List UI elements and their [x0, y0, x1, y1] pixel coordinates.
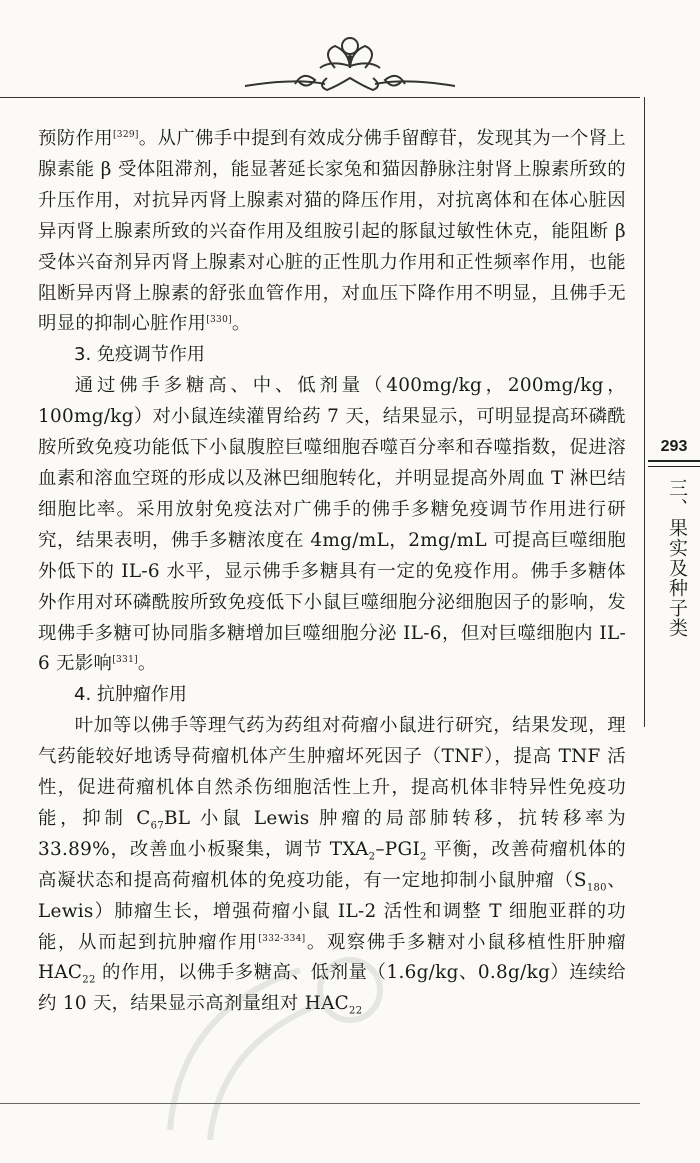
body-text — [38, 124, 626, 1020]
subscript: 22 — [349, 1006, 363, 1018]
text-run: 3. 免疫调节作用 — [74, 344, 205, 366]
header-rule — [0, 97, 640, 98]
subscript: 22 — [82, 975, 96, 987]
text-run: 。 — [231, 313, 251, 335]
subscript: 67 — [150, 820, 164, 832]
citation-ref: [332-334] — [258, 933, 306, 944]
header-ornament-icon — [235, 28, 465, 98]
chapter-side-label: 三、果实及种子类 — [666, 478, 688, 638]
text-run: 4. 抗肿瘤作用 — [74, 684, 187, 706]
text-run: 。 — [137, 653, 157, 675]
section-heading — [38, 340, 626, 371]
text-run: 平衡，改善荷瘤机体的高凝状态和提高荷瘤机体的免疫功能，有一定地抑制小鼠肿瘤（S — [38, 838, 626, 891]
subscript: 180 — [586, 882, 607, 894]
citation-ref: [330] — [206, 315, 232, 326]
citation-ref: [329] — [112, 129, 139, 140]
text-run: BL 小鼠 Lewis 肿瘤的局部肺转移，抗转移率为 33.89%，改善血小板聚集，调节 TXA — [38, 807, 626, 860]
paragraph — [38, 124, 626, 340]
text-run: 叶加等以佛手等理气药为药组对荷瘤小鼠进行研究，结果发现，理气药能较好地诱导荷瘤机体产生肿瘤坏死因子（TNF），提高 TNF 活性，促进荷瘤机体自然杀伤细胞活性上升，提高机体非特异性免疫功能，抑制 C — [38, 715, 626, 829]
section-heading — [38, 680, 626, 711]
page-number-rule-thin — [648, 466, 700, 467]
margin-rule — [644, 97, 645, 727]
subscript: 2 — [368, 851, 376, 863]
text-run: 预防作用 — [38, 128, 113, 149]
paragraph — [38, 371, 626, 680]
page-number: 293 — [660, 438, 688, 455]
page-number-rule — [648, 460, 700, 462]
text-run: 的作用，以佛手多糖高、低剂量（1.6g/kg、0.8g/kg）连续给约 10 天，结果显示高剂量组对 HAC — [38, 962, 626, 1015]
text-run: 、Lewis）肺瘤生长，增强荷瘤小鼠 IL-2 活性和调整 T 细胞亚群的功能，从而起到抗肿瘤作用 — [38, 869, 626, 953]
text-run: 。观察佛手多糖对小鼠移植性肝肿瘤 HAC — [38, 931, 626, 984]
text-run: –PGI — [375, 838, 421, 860]
text-run: 通过佛手多糖高、中、低剂量（400mg/kg，200mg/kg，100mg/kg）对小鼠连续灌胃给药 7 天，结果显示，可明显提高环磷酰胺所致免疫功能低下小鼠腹腔巨噬细胞吞噬百分率和吞噬指数，促进溶血素和溶血空斑的形成以及淋巴细胞转化，并明显提高外周血 T 淋巴结细胞比率。采用放射免疫法对广佛手的佛手多糖免疫调节作用进行研究，结果表明，佛手多糖浓度在 4mg/mL，2mg/mL 可提高巨噬细胞外低下的 IL-6 水平，显示佛手多糖具有一定的免疫作用。佛手多糖体外作用对环磷酰胺所致免疫低下小鼠巨噬细胞分泌细胞因子的影响，发现佛手多糖可协同脂多糖增加巨噬细胞分泌 IL-6，但对巨噬细胞内 IL-6 无影响 — [38, 375, 626, 675]
citation-ref: [331] — [112, 655, 138, 666]
text-run: 。从广佛手中提到有效成分佛手留醇苷，发现其为一个肾上腺素能 β 受体阻滞剂，能显著延长家兔和猫因静脉注射肾上腺素所致的升压作用，对抗异丙肾上腺素对猫的降压作用，对抗离体和在体心脏因异丙肾上腺素所致的兴奋作用及组胺引起的豚鼠过敏性休克，能阻断 β 受体兴奋剂异丙肾上腺素对心脏的正性肌力作用和正性频率作用，也能阻断异丙肾上腺素的舒张血管作用，对血压下降作用不明显，且佛手无明显的抑制心脏作用 — [38, 128, 626, 335]
stamp-watermark-icon — [150, 930, 410, 1150]
subscript: 2 — [420, 851, 427, 863]
